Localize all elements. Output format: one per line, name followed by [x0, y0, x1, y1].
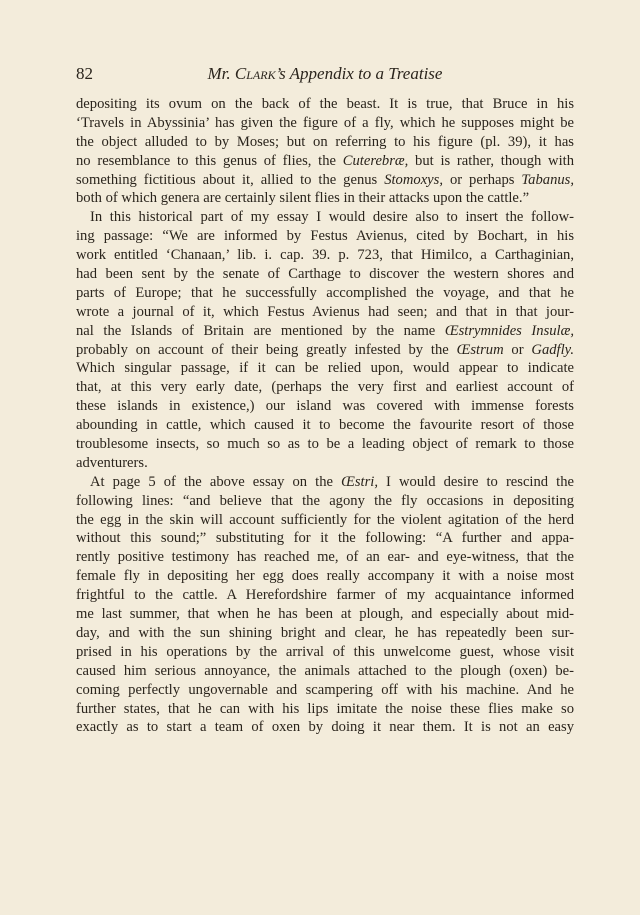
text-line: [76, 454, 574, 473]
italic-term: Œstri,: [341, 473, 378, 490]
paragraph: [76, 208, 574, 472]
text-run: had been sent by the senate of Carthage to discover the western shores and: [76, 266, 574, 283]
text-line: [76, 227, 574, 246]
text-run: abounding in cattle, which caused it to become the favourite resort of those: [76, 417, 574, 434]
text-run: parts of Europe; that he successfully accomplished the voyage, and that he: [76, 284, 574, 301]
running-title-pre: Mr.: [207, 64, 235, 83]
text-run: coming perfectly ungovernable and scampering off with his machine. And he: [76, 681, 574, 698]
text-line: [76, 718, 574, 737]
text-line: [76, 359, 574, 378]
text-line: [76, 114, 574, 133]
text-run: or perhaps: [442, 171, 522, 188]
text-run: the egg in the skin will account sufficiently for the violent agitation of the herd: [76, 511, 574, 528]
text-line: [76, 189, 574, 208]
text-line: [76, 246, 574, 265]
text-run: or: [503, 341, 532, 358]
text-line: [76, 95, 574, 114]
text-line: [76, 416, 574, 435]
text-line: [76, 662, 574, 681]
text-run: these islands in existence,) our island was covered with immense forests: [76, 398, 574, 415]
running-title-rest: ’s Appendix to a Treatise: [275, 64, 443, 83]
text-line: [76, 284, 574, 303]
text-line: [76, 567, 574, 586]
text-run: nal the Islands of Britain are mentioned by the name: [76, 322, 445, 339]
text-run: frightful to the cattle. A Herefordshire farmer of my acquaintance informed: [76, 587, 574, 604]
text-run: wrote a journal of it, which Festus Avienus had seen; and that in that jour-: [76, 303, 574, 320]
text-run: work entitled ‘Chanaan,’ lib. i. cap. 39. p. 723, that Himilco, a Carthaginian,: [76, 247, 574, 264]
running-title: [76, 64, 574, 84]
text-line: [76, 341, 574, 360]
body-text: [76, 95, 574, 737]
text-line: [76, 681, 574, 700]
paragraph: [76, 473, 574, 737]
page-header: [76, 64, 574, 86]
italic-term: Stomoxys,: [384, 171, 443, 188]
text-line: [76, 529, 574, 548]
text-run: depositing its ovum on the back of the beast. It is true, that Bruce in his: [76, 96, 574, 112]
text-run: me last summer, that when he has been at plough, and especially about mid-: [76, 606, 574, 623]
italic-term: Œstrum: [456, 341, 504, 358]
text-line: [76, 133, 574, 152]
text-run: without this sound;” substituting for it the following: “A further and appa-: [76, 530, 574, 547]
text-run: rently positive testimony has reached me, of an ear- and eye-witness, that the: [76, 549, 574, 566]
running-title-author: Clark: [234, 64, 276, 83]
italic-term: Œstrymnides Insulæ,: [444, 322, 574, 339]
text-run: but is rather, though with: [408, 152, 574, 169]
text-line: [76, 171, 574, 190]
text-run: I would desire to rescind the: [377, 473, 574, 490]
text-line: [76, 397, 574, 416]
text-run: that, at this very early date, (perhaps the very first and earliest account of: [76, 379, 574, 396]
text-line: [76, 700, 574, 719]
text-line: [76, 208, 574, 227]
page-number: 82: [76, 64, 93, 83]
text-run: ‘Travels in Abyssinia’ has given the figure of a fly, which he supposes might be: [76, 114, 574, 131]
text-run: no resemblance to this genus of flies, the: [76, 152, 343, 169]
italic-term: Tabanus,: [521, 171, 574, 188]
text-line: [76, 586, 574, 605]
text-run: Which singular passage, if it can be relied upon, would appear to indicate: [76, 360, 574, 377]
text-line: [76, 473, 574, 492]
italic-term: Cuterebræ,: [342, 152, 409, 169]
text-run: the object alluded to by Moses; but on referring to his figure (pl. 39), it has: [76, 133, 574, 150]
text-line: [76, 435, 574, 454]
text-run: exactly as to start a team of oxen by doing it near them. It is not an easy: [76, 719, 574, 736]
text-line: [76, 303, 574, 322]
text-run: something fictitious about it, allied to the genus: [76, 171, 385, 188]
text-run: further states, that he can with his lips imitate the noise these flies make so: [76, 700, 574, 717]
text-run: adventurers.: [76, 454, 148, 471]
text-line: [76, 265, 574, 284]
text-run: following lines: “and believe that the agony the fly occasions in depositing: [76, 492, 574, 509]
text-run: prised in his operations by the arrival of this unwelcome guest, whose visit: [76, 643, 574, 660]
text-run: probably on account of their being greatly infested by the: [76, 341, 457, 358]
paragraph: [76, 95, 574, 208]
text-run: day, and with the sun shining bright and clear, he has repeatedly been sur-: [76, 624, 574, 641]
text-run: troublesome insects, so much so as to be a leading object of remark to those: [76, 436, 574, 453]
text-run: In this historical part of my essay I would desire also to insert the follow-: [90, 209, 574, 226]
text-line: [76, 643, 574, 662]
text-line: [76, 492, 574, 511]
text-run: caused him serious annoyance, the animals attached to the plough (oxen) be-: [76, 662, 574, 679]
text-line: [76, 511, 574, 530]
text-run: both of which genera are certainly silent flies in their attacks upon the cattle.”: [76, 190, 530, 207]
text-line: [76, 624, 574, 643]
italic-term: Gadfly.: [531, 341, 574, 358]
text-line: [76, 378, 574, 397]
text-line: [76, 548, 574, 567]
text-run: At page 5 of the above essay on the: [90, 473, 342, 490]
text-line: [76, 322, 574, 341]
text-line: [76, 152, 574, 171]
text-run: female fly in depositing her egg does really accompany it with a noise most: [76, 568, 574, 585]
text-run: ing passage: “We are informed by Festus Avienus, cited by Bochart, in his: [76, 228, 574, 245]
text-line: [76, 605, 574, 624]
